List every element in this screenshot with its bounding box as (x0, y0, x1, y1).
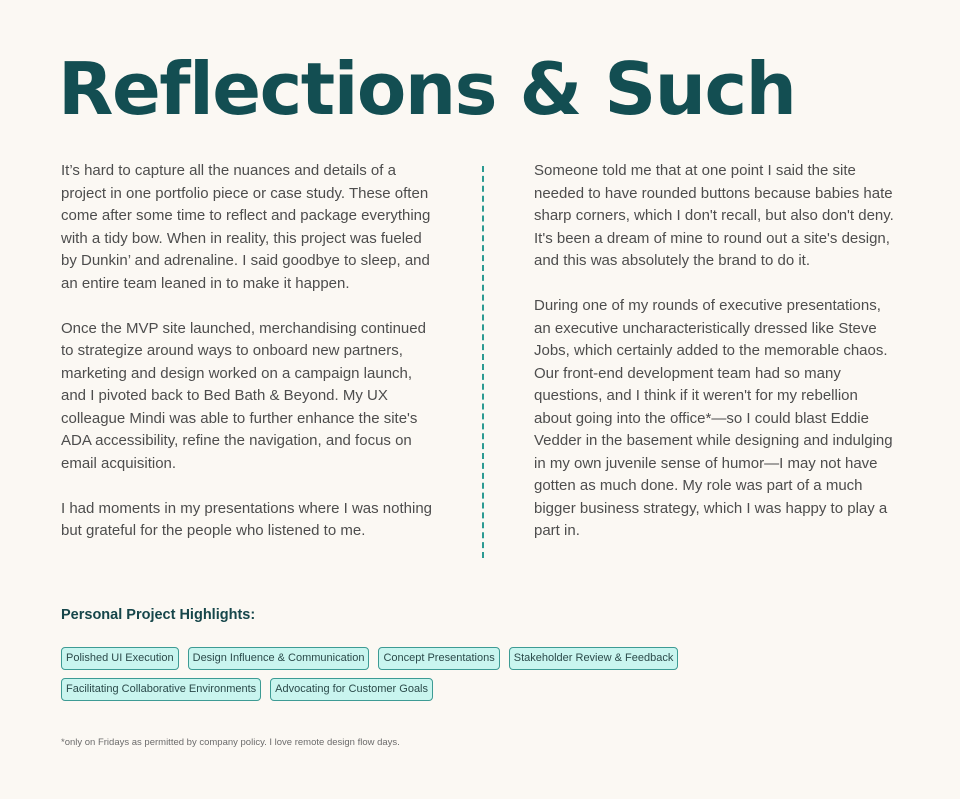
paragraph: During one of my rounds of executive presentations, an executive uncharacteristically dressed like Steve Jobs, which certainly added to the memorable chaos. Our front-end development team had so many questions, and I think if it weren't for my rebellion about going into the office*—so I could blast Eddie Vedder in the basement while designing and indulging in my own juvenile sense of humor—I may not have gotten as much done. My role was part of a much bigger business strategy, which I was happy to play a part in. (534, 297, 893, 539)
paragraph: Someone told me that at one point I said the site needed to have rounded buttons because babies hate sharp corners, which I don't recall, but also don't deny. It's been a dream of mine to round out a site's design, and this was absolutely the brand to do it. (534, 162, 894, 269)
right-column (534, 160, 894, 565)
footnote: *only on Fridays as permitted by company policy. I love remote design flow days. (61, 737, 400, 748)
highlight-tag: Concept Presentations (378, 647, 499, 670)
left-column (61, 160, 441, 565)
highlight-tag: Stakeholder Review & Feedback (509, 647, 679, 670)
page-title: Reflections & Such (58, 47, 796, 131)
highlight-tag: Facilitating Collaborative Environments (61, 678, 261, 701)
column-divider (482, 166, 484, 558)
paragraph: I had moments in my presentations where I was nothing but grateful for the people who listened to me. (61, 499, 433, 539)
paragraph: Once the MVP site launched, merchandising continued to strategize around ways to onboard new partners, marketing and design worked on a campaign launch, and I pivoted back to Bed Bath & Beyond. My UX colleague Mindi was able to further enhance the site's ADA accessibility, refine the navigation, and focus on email acquisition. (61, 319, 426, 472)
highlight-tag: Polished UI Execution (61, 647, 179, 670)
highlight-tag: Advocating for Customer Goals (270, 678, 433, 701)
highlight-tags (61, 647, 721, 701)
highlights-heading: Personal Project Highlights: (61, 607, 256, 623)
paragraph: It’s hard to capture all the nuances and details of a project in one portfolio piece or case study. These often come after some time to reflect and package everything with a tidy bow. When in reality, this project was fueled by Dunkin’ and adrenaline. I said goodbye to sleep, and an entire team leaned in to make it happen. (61, 162, 431, 292)
highlight-tag: Design Influence & Communication (188, 647, 370, 670)
